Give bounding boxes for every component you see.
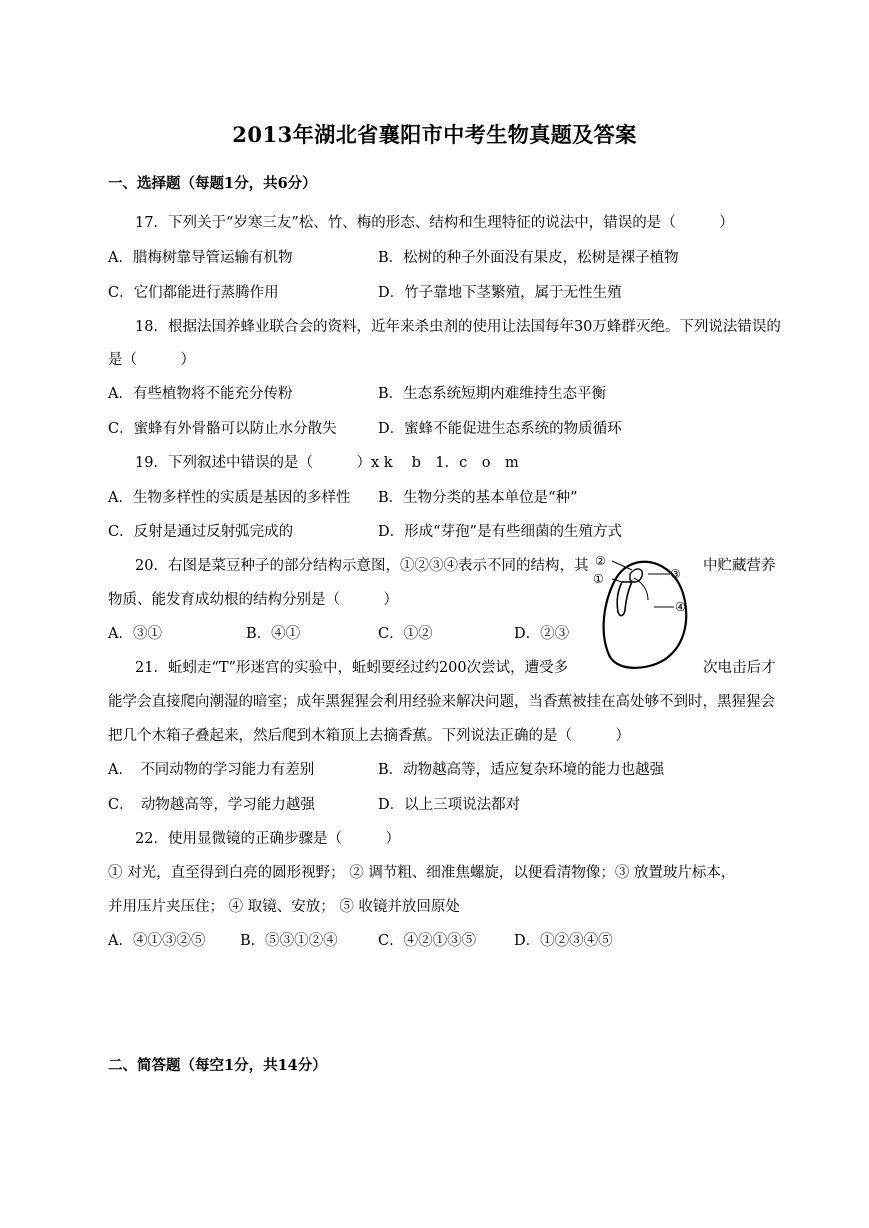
question-22-steps-line1: ① 对光，直至得到白亮的圆形视野； ② 调节粗、细准焦螺旋，以便看清物像；③ 放置玻片标本， [108, 865, 736, 881]
figure-label-4: ④ [675, 600, 686, 614]
question-20-stem-line2: 物质、能发育成幼根的结构分别是（ ） [108, 592, 398, 608]
question-18-option-d: D．蜜蜂不能促进生态系统的物质循环 [378, 421, 622, 437]
question-19-option-d: D．形成“芽孢”是有些细菌的生殖方式 [378, 524, 622, 540]
figure-label-1: ① [593, 572, 604, 586]
question-19-option-a: A．生物多样性的实质是基因的多样性 [108, 490, 351, 506]
question-19-option-c: C．反射是通过反射弧完成的 [108, 524, 294, 540]
question-21-option-a: A． 不同动物的学习能力有差别 [108, 762, 315, 778]
question-21-option-b: B．动物越高等，适应复杂环境的能力也越强 [378, 762, 665, 778]
question-19-stem: 19．下列叙述中错误的是（ ）x k b 1．c o m [135, 455, 519, 471]
question-17-option-b: B．松树的种子外面没有果皮，松树是裸子植物 [378, 250, 679, 266]
bean-seed-diagram [592, 552, 702, 674]
question-17-stem: 17．下列关于“岁寒三友”松、竹、梅的形态、结构和生理特征的说法中，错误的是（ ） [135, 215, 734, 231]
question-21-stem-line2: 能学会直接爬向潮湿的暗室；成年黑猩猩会利用经验来解决问题，当香蕉被挂在高处够不到时，黑猩猩会 [108, 694, 775, 710]
question-18-option-b: B．生态系统短期内难维持生态平衡 [378, 386, 607, 402]
question-19-option-b: B．生物分类的基本单位是“种” [378, 490, 578, 506]
question-17-option-d: D．竹子靠地下茎繁殖，属于无性生殖 [378, 285, 622, 301]
question-21-option-d: D．以上三项说法都对 [378, 797, 521, 813]
question-18-option-c: C．蜜蜂有外骨骼可以防止水分散失 [108, 421, 337, 437]
radicle-shape [617, 582, 632, 616]
question-18-stem-line2: 是（ ） [108, 352, 195, 368]
question-20-option-a: A．③① [108, 626, 162, 642]
page-title: 2013年湖北省襄阳市中考生物真题及答案 [232, 122, 637, 147]
section-heading-choice: 一、选择题（每题1分，共6分） [108, 175, 317, 192]
question-20-option-c: C．①② [378, 626, 433, 642]
question-22-option-d: D．①②③④⑤ [514, 933, 613, 949]
question-20-option-d: D．②③ [514, 626, 570, 642]
question-18-option-a: A．有些植物将不能充分传粉 [108, 386, 293, 402]
section-heading-short-answer: 二、简答题（每空1分，共14分） [108, 1057, 327, 1074]
question-22-steps-line2: 并用压片夹压住； ④ 取镜、安放； ⑤ 收镜并放回原处 [108, 899, 460, 915]
question-20-stem-line1b: 中贮藏营养 [703, 558, 776, 574]
question-22-option-a: A．④①③②⑤ [108, 933, 206, 949]
figure-label-3: ③ [670, 567, 681, 581]
plumule-shape [630, 569, 642, 582]
question-18-stem-line1: 18．根据法国养蜂业联合会的资料，近年来杀虫剂的使用让法国每年30万蜂群灭绝。下列说法错误的 [135, 319, 781, 335]
question-22-option-c: C．④②①③⑤ [378, 933, 477, 949]
question-17-option-a: A．腊梅树靠导管运输有机物 [108, 250, 293, 266]
figure-label-2: ② [595, 554, 606, 568]
question-20-stem-line1a: 20．右图是菜豆种子的部分结构示意图，①②③④表示不同的结构，其 [135, 558, 589, 574]
question-21-stem-line3: 把几个木箱子叠起来，然后爬到木箱顶上去摘香蕉。下列说法正确的是（ ） [108, 728, 630, 744]
question-21-option-c: C． 动物越高等，学习能力越强 [108, 797, 315, 813]
question-20-option-b: B．④① [246, 626, 301, 642]
question-21-stem-line1a: 21．蚯蚓走“T”形迷宫的实验中，蚯蚓要经过约200次尝试，遭受多 [135, 660, 569, 676]
question-22-option-b: B．⑤③①②④ [240, 933, 338, 949]
question-17-option-c: C．它们都能进行蒸腾作用 [108, 285, 279, 301]
question-22-stem: 22．使用显微镜的正确步骤是（ ） [135, 831, 400, 847]
question-21-stem-line1b: 次电击后才 [703, 660, 776, 676]
